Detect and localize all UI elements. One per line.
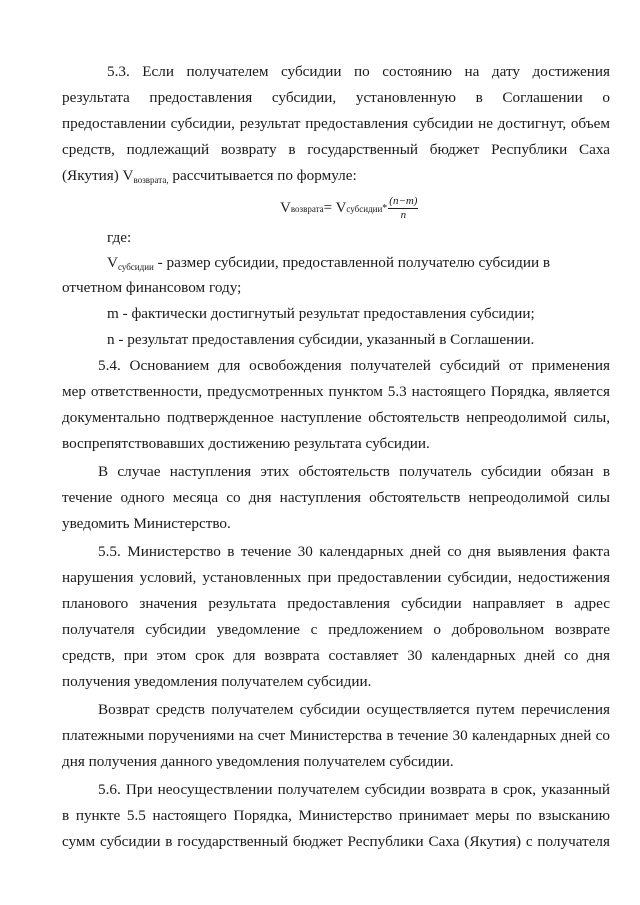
formula-lhs-sub: возврата bbox=[290, 203, 324, 214]
text-line: течение одного месяца со дня наступления обстоятельств непреодолимой силы bbox=[62, 489, 610, 506]
definition-line: n - результат предоставления субсидии, указанный в Соглашении. bbox=[107, 331, 535, 348]
text-line: предоставлении субсидии, результат предоставления субсидии не достигнут, объем bbox=[62, 115, 610, 132]
text-fragment: - размер субсидии, предоставленной получателю субсидии в bbox=[153, 254, 551, 271]
definition-line bbox=[107, 253, 640, 277]
where-label: где: bbox=[107, 229, 132, 246]
subscript: возврата, bbox=[133, 175, 169, 185]
formula-denominator: n bbox=[400, 209, 407, 221]
text-line: средств, при этом срок для возврата составляет 30 календарных дней со дня bbox=[62, 647, 610, 664]
text-line: мер ответственности, предусмотренных пунктом 5.3 настоящего Порядка, является bbox=[62, 383, 610, 400]
text-line: дня получения данного уведомления получателем субсидии. bbox=[62, 753, 454, 770]
text-line: Возврат средств получателем субсидии осуществляется путем перечисления bbox=[98, 701, 610, 718]
definition-line: отчетном финансовом году; bbox=[62, 279, 242, 296]
text-line: получателя субсидии уведомление с предложением о добровольном возврате bbox=[62, 621, 610, 638]
text-line: уведомить Министерство. bbox=[62, 515, 231, 532]
text-fragment: (Якутия) V bbox=[62, 167, 134, 184]
text-line: 5.4. Основанием для освобождения получателей субсидий от применения bbox=[98, 357, 610, 374]
formula-numerator: (n−m) bbox=[389, 195, 418, 207]
text-line: планового значения результата предоставления субсидии направляет в адрес bbox=[62, 595, 610, 612]
text-line: 5.6. При неосуществлении получателем субсидии возврата в срок, указанный bbox=[98, 781, 610, 798]
text-line: платежными поручениями на счет Министерства в течение 30 календарных дней со bbox=[62, 727, 610, 744]
text-line: сумм субсидии в государственный бюджет Республики Саха (Якутия) с получателя bbox=[62, 833, 610, 850]
formula bbox=[280, 195, 418, 222]
formula-dot: * bbox=[382, 203, 388, 214]
text-fragment: V bbox=[107, 254, 118, 271]
text-line: В случае наступления этих обстоятельств получатель субсидии обязан в bbox=[98, 463, 610, 480]
formula-fraction bbox=[388, 195, 418, 222]
text-line: документально подтвержденное наступление обстоятельств непреодолимой силы, bbox=[62, 409, 610, 426]
text-line: получения уведомления получателем субсидии. bbox=[62, 673, 372, 690]
text-line: 5.3. Если получателем субсидии по состоянию на дату достижения bbox=[107, 63, 610, 80]
definition-line: m - фактически достигнутый результат предоставления субсидии; bbox=[107, 305, 535, 322]
formula-rhs-sub: субсидии bbox=[346, 203, 383, 214]
text-line bbox=[62, 166, 610, 190]
text-line: воспрепятствовавших достижению результата субсидии. bbox=[62, 435, 430, 452]
subscript: субсидии bbox=[117, 262, 154, 272]
formula-lhs: V bbox=[280, 200, 291, 216]
text-line: в пункте 5.5 настоящего Порядка, Министерство принимает меры по взысканию bbox=[62, 807, 610, 824]
text-line: 5.5. Министерство в течение 30 календарных дней со дня выявления факта bbox=[98, 543, 610, 560]
text-line: средств, подлежащий возврату в государственный бюджет Республики Саха bbox=[62, 141, 610, 158]
text-fragment: рассчитывается по формуле: bbox=[168, 167, 357, 184]
text-line: нарушения условий, установленных при предоставлении субсидии, недостижения bbox=[62, 569, 610, 586]
text-line: результата предоставления субсидии, установленную в Соглашении о bbox=[62, 89, 610, 106]
formula-eq: = V bbox=[323, 200, 347, 216]
